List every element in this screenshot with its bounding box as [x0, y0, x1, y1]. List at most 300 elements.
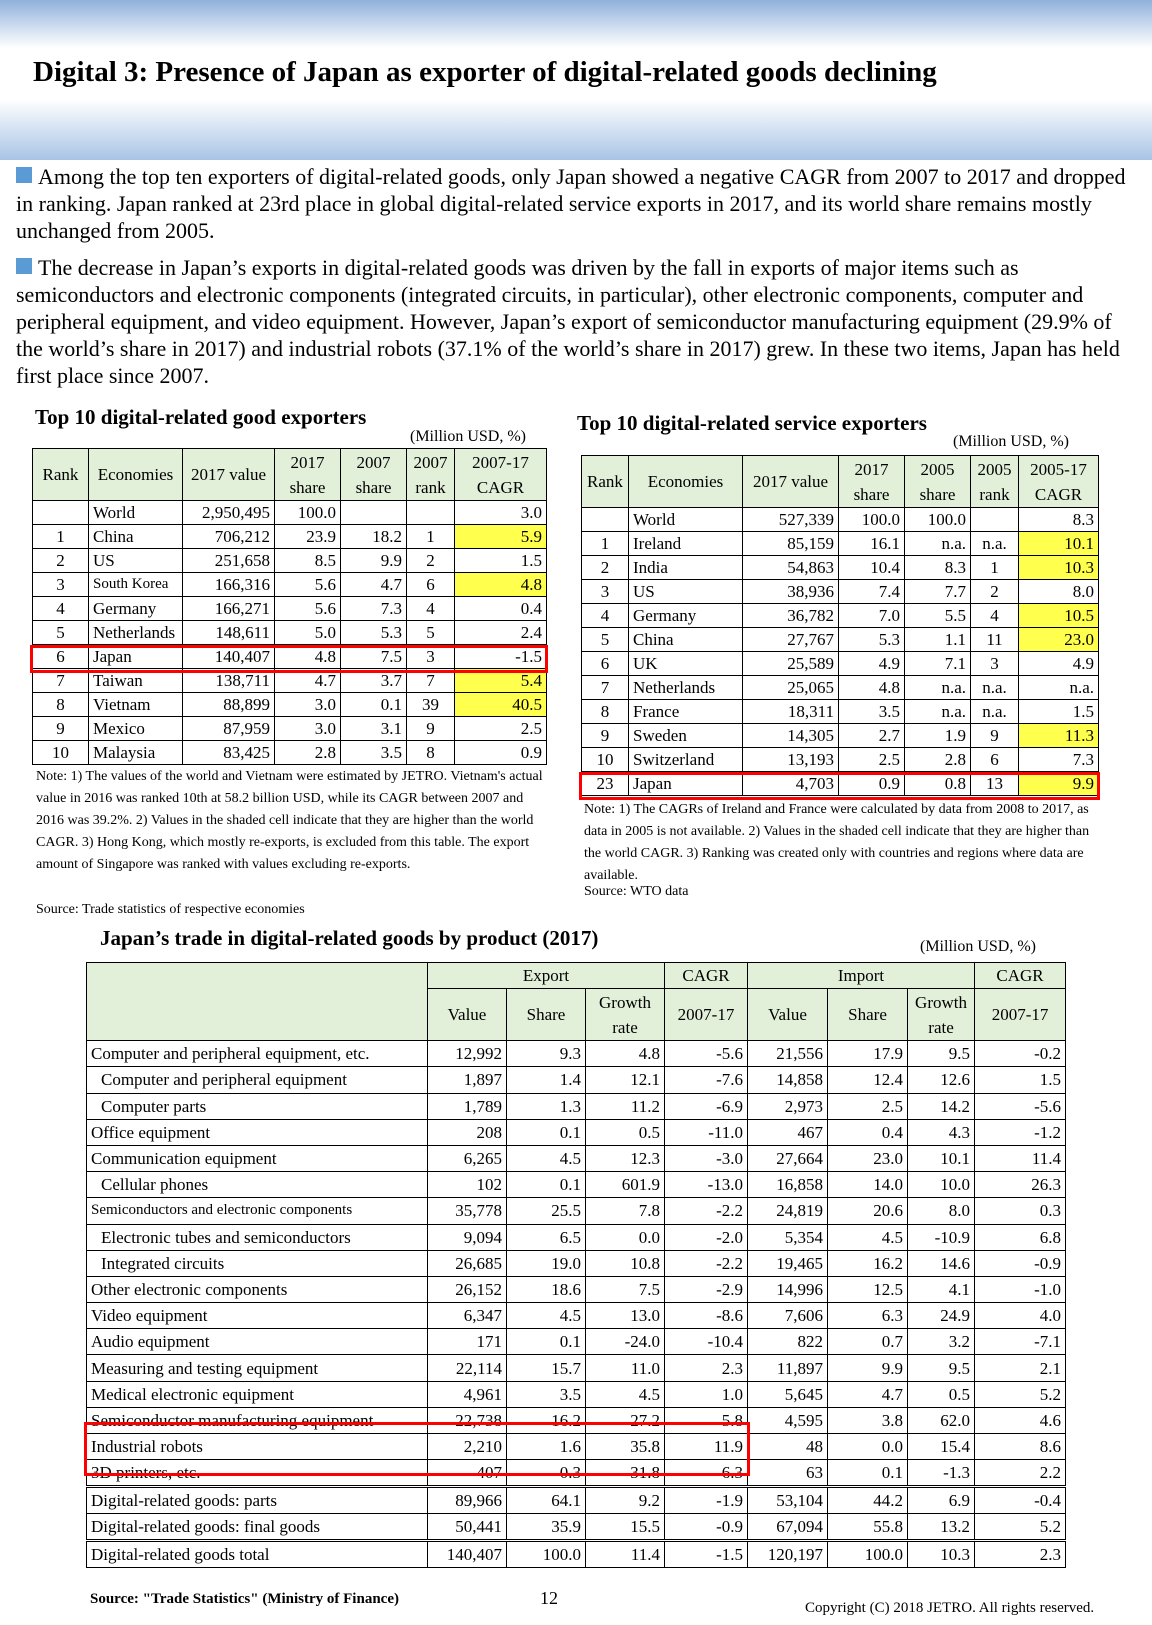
value-cell: 12.1	[586, 1067, 665, 1093]
economy-cell: Malaysia	[89, 741, 183, 765]
product-name-cell: 3D printers, etc.	[87, 1460, 428, 1487]
value-cell: 0.5	[586, 1119, 665, 1145]
table-row	[87, 1329, 1066, 1355]
goods-table-note: Note: 1) The values of the world and Vietnam were estimated by JETRO. Vietnam's actual value in 2016 was ranked 10th at 58.2 billion USD, while its CAGR between 2007 and 2016 was 39.2%. 2) Values in the shaded cell indicate that they are higher than the world CAGR. 3) Hong Kong, which mostly re-exports, is excluded from this table. The export amount of Singapore was ranked with values excluding re-exports.	[36, 769, 543, 872]
value-cell: -0.9	[665, 1514, 748, 1541]
blank-header	[87, 963, 428, 1041]
product-name-cell: Electronic tubes and semiconductors	[87, 1224, 428, 1250]
share-cell: 0.8	[905, 772, 971, 796]
value-cell: 5.2	[975, 1514, 1066, 1541]
value-cell: 11.4	[586, 1541, 665, 1568]
column-header: 2005-17 CAGR	[1019, 456, 1099, 508]
table-row	[87, 1381, 1066, 1407]
share-cell: 8.3	[905, 556, 971, 580]
economy-cell: France	[629, 700, 743, 724]
value-cell: 14,996	[748, 1276, 828, 1302]
value-cell: 7,606	[748, 1303, 828, 1329]
value-cell: 10.3	[908, 1541, 975, 1568]
share-cell: 5.6	[275, 597, 341, 621]
table-row	[87, 1224, 1066, 1250]
value-cell: 3.8	[828, 1407, 908, 1433]
cagr-cell: 8.3	[1019, 508, 1099, 532]
value-cell: 13.0	[586, 1303, 665, 1329]
value-cell: -2.9	[665, 1276, 748, 1302]
goods-table-title: Top 10 digital-related good exporters	[35, 405, 367, 429]
column-header: 2007-17	[975, 989, 1066, 1041]
services-table-note: Note: 1) The CAGRs of Ireland and France were calculated by data from 2008 to 2017, as data in 2005 is not available. 2) Values in the shaded cell indicate that they are higher than the world CAGR. 3) Ranking was created only with countries and regions where data are available.	[584, 802, 1090, 883]
cagr-cell: 4.8	[455, 573, 547, 597]
cagr-cell: 0.9	[455, 741, 547, 765]
economy-cell: Germany	[629, 604, 743, 628]
paragraph-2: The decrease in Japan’s exports in digital-related goods was driven by the fall in exports of major items such as semiconductors and electronic components (integrated circuits, in particular), other electronic components, computer and peripheral equipment, and video equipment. However, Japan’s export of semiconductor manufacturing equipment (29.9% of the world’s share in 2017) and industrial robots (37.1% of the world’s share in 2017) grew. In these two items, Japan has held first place since 2007.	[16, 255, 1120, 388]
rank-cell: 3	[582, 580, 629, 604]
value-cell: 4.5	[828, 1224, 908, 1250]
value-cell: 44.2	[828, 1487, 908, 1514]
share-cell: 3.5	[839, 700, 905, 724]
value-cell: 9.3	[507, 1041, 586, 1067]
value-cell: -5.6	[975, 1093, 1066, 1119]
value-cell: -3.0	[665, 1145, 748, 1171]
services-table-unit: (Million USD, %)	[953, 433, 1069, 450]
rank-cell: 8	[582, 700, 629, 724]
table-row	[582, 700, 1099, 724]
table-row	[582, 676, 1099, 700]
cagr-cell: 11.3	[1019, 724, 1099, 748]
share-cell: 4.8	[839, 676, 905, 700]
table-row	[87, 1198, 1066, 1224]
value-cell: 407	[428, 1460, 507, 1487]
value-cell: 2.3	[975, 1541, 1066, 1568]
value-cell: 1.4	[507, 1067, 586, 1093]
product-name-cell: Computer and peripheral equipment	[87, 1067, 428, 1093]
rank-cell: 39	[407, 693, 455, 717]
rank-cell: 5	[33, 621, 89, 645]
cagr-cell: 23.0	[1019, 628, 1099, 652]
cagr-cell: 5.4	[455, 669, 547, 693]
share-cell: 4.8	[275, 645, 341, 669]
economy-cell: China	[89, 525, 183, 549]
product-trade-table	[86, 962, 1066, 1568]
value-cell: 26,685	[428, 1250, 507, 1276]
value-cell: -8.6	[665, 1303, 748, 1329]
value-cell: 10.8	[586, 1250, 665, 1276]
value-cell: -13.0	[665, 1172, 748, 1198]
value-cell: 0.1	[828, 1460, 908, 1487]
value-cell: 11.0	[586, 1355, 665, 1381]
value-cell: 5.2	[975, 1381, 1066, 1407]
value-cell: 19.0	[507, 1250, 586, 1276]
value-cell: 100.0	[507, 1541, 586, 1568]
column-header: 2005 rank	[971, 456, 1019, 508]
value-cell: 0.1	[507, 1172, 586, 1198]
value-cell: 102	[428, 1172, 507, 1198]
rank-cell: 7	[407, 669, 455, 693]
table-row	[582, 652, 1099, 676]
share-cell: 5.3	[341, 621, 407, 645]
share-cell: n.a.	[905, 532, 971, 556]
value-cell: 0.1	[507, 1329, 586, 1355]
value-cell: 55.8	[828, 1514, 908, 1541]
value-cell: 38,936	[743, 580, 839, 604]
rank-cell: 23	[582, 772, 629, 796]
product-name-cell: Medical electronic equipment	[87, 1381, 428, 1407]
economy-cell: Japan	[629, 772, 743, 796]
share-cell: 5.5	[905, 604, 971, 628]
value-cell: 26,152	[428, 1276, 507, 1302]
value-cell: 31.8	[586, 1460, 665, 1487]
square-bullet-icon	[16, 258, 32, 274]
value-cell: 1.3	[507, 1093, 586, 1119]
table-row	[582, 508, 1099, 532]
rank-cell: 4	[582, 604, 629, 628]
goods-table-unit: (Million USD, %)	[410, 428, 526, 445]
value-cell: 25,065	[743, 676, 839, 700]
header-row	[33, 449, 547, 501]
value-cell: 25,589	[743, 652, 839, 676]
value-cell: 14.6	[908, 1250, 975, 1276]
rank-cell: n.a.	[971, 676, 1019, 700]
goods-table-source: Source: Trade statistics of respective economies	[36, 902, 305, 917]
value-cell: -1.3	[908, 1460, 975, 1487]
product-name-cell: Industrial robots	[87, 1434, 428, 1460]
column-header: 2007-17	[665, 989, 748, 1041]
cagr-cell: 10.5	[1019, 604, 1099, 628]
economy-cell: Netherlands	[629, 676, 743, 700]
rank-cell: 3	[971, 652, 1019, 676]
product-name-cell: Audio equipment	[87, 1329, 428, 1355]
value-cell: 2,210	[428, 1434, 507, 1460]
value-cell: 12.5	[828, 1276, 908, 1302]
value-cell: 4,961	[428, 1381, 507, 1407]
value-cell: -0.9	[975, 1250, 1066, 1276]
column-header: 2017 share	[275, 449, 341, 501]
services-table-title: Top 10 digital-related service exporters	[577, 411, 927, 435]
value-cell: 22,114	[428, 1355, 507, 1381]
goods-exporters-table	[32, 448, 547, 765]
rank-cell: 9	[33, 717, 89, 741]
value-cell: -0.4	[975, 1487, 1066, 1514]
column-header: Value	[428, 989, 507, 1041]
value-cell: 83,425	[183, 741, 275, 765]
economy-cell: South Korea	[89, 573, 183, 597]
value-cell: 4.0	[975, 1303, 1066, 1329]
value-cell: -11.0	[665, 1119, 748, 1145]
value-cell: -6.9	[665, 1093, 748, 1119]
table-row	[87, 1355, 1066, 1381]
product-name-cell: Computer parts	[87, 1093, 428, 1119]
value-cell: 2,950,495	[183, 501, 275, 525]
share-cell: 2.8	[275, 741, 341, 765]
share-cell: 23.9	[275, 525, 341, 549]
value-cell: -7.1	[975, 1329, 1066, 1355]
value-cell: 6.9	[908, 1487, 975, 1514]
value-cell: 11,897	[748, 1355, 828, 1381]
column-header: Rank	[33, 449, 89, 501]
value-cell: -24.0	[586, 1329, 665, 1355]
cagr-cell: n.a.	[1019, 676, 1099, 700]
rank-cell: 2	[407, 549, 455, 573]
value-cell: 0.0	[828, 1434, 908, 1460]
rank-cell: 9	[971, 724, 1019, 748]
group-header: Export	[428, 963, 665, 989]
value-cell: 85,159	[743, 532, 839, 556]
share-cell: 4.9	[839, 652, 905, 676]
share-cell: 7.4	[839, 580, 905, 604]
value-cell: 27.2	[586, 1407, 665, 1433]
rank-cell: 5	[407, 621, 455, 645]
rank-cell: 6	[33, 645, 89, 669]
rank-cell: 6	[407, 573, 455, 597]
economy-cell: Switzerland	[629, 748, 743, 772]
value-cell: 4.5	[586, 1381, 665, 1407]
value-cell: -10.9	[908, 1224, 975, 1250]
share-cell: 3.0	[275, 693, 341, 717]
table-row	[582, 532, 1099, 556]
economy-cell: Vietnam	[89, 693, 183, 717]
table-row	[87, 1487, 1066, 1514]
header-banner	[0, 0, 1152, 160]
value-cell: 8.0	[908, 1198, 975, 1224]
product-name-cell: Computer and peripheral equipment, etc.	[87, 1041, 428, 1067]
value-cell: 4.5	[507, 1303, 586, 1329]
value-cell: 14,305	[743, 724, 839, 748]
value-cell: 10.1	[908, 1145, 975, 1171]
value-cell: 166,271	[183, 597, 275, 621]
rank-cell: 3	[407, 645, 455, 669]
table-row	[87, 1303, 1066, 1329]
value-cell: 16,858	[748, 1172, 828, 1198]
economy-cell: US	[629, 580, 743, 604]
table-row	[582, 580, 1099, 604]
group-header-row	[87, 963, 1066, 989]
value-cell: 15.4	[908, 1434, 975, 1460]
value-cell: 0.7	[828, 1329, 908, 1355]
share-cell: 3.1	[341, 717, 407, 741]
value-cell: 9.2	[586, 1487, 665, 1514]
table-row	[33, 693, 547, 717]
value-cell: -2.0	[665, 1224, 748, 1250]
value-cell: 24,819	[748, 1198, 828, 1224]
rank-cell	[582, 508, 629, 532]
share-cell: n.a.	[905, 700, 971, 724]
product-table-unit: (Million USD, %)	[920, 938, 1036, 955]
table-row	[33, 501, 547, 525]
share-cell: 10.4	[839, 556, 905, 580]
table-row	[33, 645, 547, 669]
value-cell: 3.5	[507, 1381, 586, 1407]
group-header: CAGR	[665, 963, 748, 989]
column-header: Rank	[582, 456, 629, 508]
value-cell: 15.7	[507, 1355, 586, 1381]
value-cell: 5.8	[665, 1407, 748, 1433]
value-cell: 166,316	[183, 573, 275, 597]
share-cell: 7.0	[839, 604, 905, 628]
value-cell: -5.6	[665, 1041, 748, 1067]
value-cell: -1.9	[665, 1487, 748, 1514]
rank-cell	[971, 508, 1019, 532]
header-row	[582, 456, 1099, 508]
share-cell: n.a.	[905, 676, 971, 700]
value-cell: -7.6	[665, 1067, 748, 1093]
economy-cell: Japan	[89, 645, 183, 669]
copyright: Copyright (C) 2018 JETRO. All rights reserved.	[805, 1600, 1095, 1616]
value-cell: 27,664	[748, 1145, 828, 1171]
product-name-cell: Semiconductors and electronic components	[87, 1198, 428, 1224]
value-cell: 63	[748, 1460, 828, 1487]
economy-cell: UK	[629, 652, 743, 676]
value-cell: 35.8	[586, 1434, 665, 1460]
value-cell: 20.6	[828, 1198, 908, 1224]
economy-cell: China	[629, 628, 743, 652]
product-table-title: Japan’s trade in digital-related goods by product (2017)	[100, 926, 599, 950]
product-name-cell: Measuring and testing equipment	[87, 1355, 428, 1381]
share-cell: 18.2	[341, 525, 407, 549]
value-cell: 13,193	[743, 748, 839, 772]
share-cell: 8.5	[275, 549, 341, 573]
value-cell: 16.2	[507, 1407, 586, 1433]
rank-cell: 2	[582, 556, 629, 580]
value-cell: 11.9	[665, 1434, 748, 1460]
share-cell: 3.7	[341, 669, 407, 693]
rank-cell: 9	[582, 724, 629, 748]
square-bullet-icon	[16, 167, 32, 183]
value-cell: 88,899	[183, 693, 275, 717]
value-cell: 24.9	[908, 1303, 975, 1329]
share-cell: 4.7	[275, 669, 341, 693]
cagr-cell: 1.5	[455, 549, 547, 573]
column-header: 2005 share	[905, 456, 971, 508]
value-cell: 21,556	[748, 1041, 828, 1067]
share-cell: 2.5	[839, 748, 905, 772]
value-cell: -1.5	[665, 1541, 748, 1568]
share-cell: 7.3	[341, 597, 407, 621]
value-cell: 10.0	[908, 1172, 975, 1198]
share-cell	[341, 501, 407, 525]
value-cell: 7.8	[586, 1198, 665, 1224]
value-cell: 0.5	[908, 1381, 975, 1407]
value-cell: 87,959	[183, 717, 275, 741]
value-cell: 467	[748, 1119, 828, 1145]
value-cell: 706,212	[183, 525, 275, 549]
table-row	[33, 525, 547, 549]
rank-cell: 4	[971, 604, 1019, 628]
table-row	[33, 669, 547, 693]
share-cell: 5.6	[275, 573, 341, 597]
value-cell: 1.6	[507, 1434, 586, 1460]
services-table-source: Source: WTO data	[584, 884, 689, 899]
table-row	[582, 628, 1099, 652]
page-number: 12	[540, 1588, 558, 1608]
value-cell: 13.2	[908, 1514, 975, 1541]
table-row	[582, 772, 1099, 796]
product-name-cell: Communication equipment	[87, 1145, 428, 1171]
value-cell: 140,407	[428, 1541, 507, 1568]
table-row	[87, 1276, 1066, 1302]
value-cell: 48	[748, 1434, 828, 1460]
economy-cell: Mexico	[89, 717, 183, 741]
economy-cell: World	[89, 501, 183, 525]
table-row	[87, 1145, 1066, 1171]
product-name-cell: Digital-related goods total	[87, 1541, 428, 1568]
value-cell: 67,094	[748, 1514, 828, 1541]
cagr-cell: 10.3	[1019, 556, 1099, 580]
column-header: Growth rate	[586, 989, 665, 1041]
rank-cell: n.a.	[971, 532, 1019, 556]
value-cell: -1.2	[975, 1119, 1066, 1145]
share-cell: 100.0	[905, 508, 971, 532]
value-cell: 2.2	[975, 1460, 1066, 1487]
value-cell: 23.0	[828, 1145, 908, 1171]
table-row	[87, 1119, 1066, 1145]
economy-cell: Germany	[89, 597, 183, 621]
economy-cell: Sweden	[629, 724, 743, 748]
rank-cell: 4	[33, 597, 89, 621]
value-cell: 6,265	[428, 1145, 507, 1171]
value-cell: 89,966	[428, 1487, 507, 1514]
cagr-cell: 10.1	[1019, 532, 1099, 556]
table-row	[33, 597, 547, 621]
rank-cell: 13	[971, 772, 1019, 796]
value-cell: 18.6	[507, 1276, 586, 1302]
table-row	[87, 1541, 1066, 1568]
column-header: Economies	[89, 449, 183, 501]
rank-cell: 3	[33, 573, 89, 597]
cagr-cell: 3.0	[455, 501, 547, 525]
value-cell: 11.2	[586, 1093, 665, 1119]
value-cell: 2.3	[665, 1355, 748, 1381]
value-cell: 0.0	[586, 1224, 665, 1250]
rank-cell: 7	[33, 669, 89, 693]
value-cell: 4.3	[908, 1119, 975, 1145]
cagr-cell: 0.4	[455, 597, 547, 621]
product-name-cell: Digital-related goods: final goods	[87, 1514, 428, 1541]
product-table-source: Source: "Trade Statistics" (Ministry of Finance)	[90, 1591, 399, 1607]
rank-cell: 11	[971, 628, 1019, 652]
paragraph-1: Among the top ten exporters of digital-related goods, only Japan showed a negative CAGR from 2007 to 2017 and dropped in ranking. Japan ranked at 23rd place in global digital-related service exports in 2017, and its world share remains mostly unchanged from 2005.	[16, 164, 1126, 243]
value-cell: 0.4	[828, 1119, 908, 1145]
rank-cell: 5	[582, 628, 629, 652]
table-row	[87, 1514, 1066, 1541]
value-cell: 4.5	[507, 1145, 586, 1171]
value-cell: 0.3	[975, 1198, 1066, 1224]
value-cell: 8.6	[975, 1434, 1066, 1460]
value-cell: 4.6	[975, 1407, 1066, 1433]
value-cell: 601.9	[586, 1172, 665, 1198]
value-cell: 1,897	[428, 1067, 507, 1093]
rank-cell: 1	[971, 556, 1019, 580]
value-cell: 54,863	[743, 556, 839, 580]
product-name-cell: Office equipment	[87, 1119, 428, 1145]
value-cell: 26.3	[975, 1172, 1066, 1198]
table-row	[87, 1093, 1066, 1119]
value-cell: 0.1	[507, 1119, 586, 1145]
share-cell: 2.8	[905, 748, 971, 772]
share-cell: 9.9	[341, 549, 407, 573]
cagr-cell: 9.9	[1019, 772, 1099, 796]
value-cell: 53,104	[748, 1487, 828, 1514]
column-header: 2007-17 CAGR	[455, 449, 547, 501]
value-cell: 4.1	[908, 1276, 975, 1302]
cagr-cell: -1.5	[455, 645, 547, 669]
rank-cell: 7	[582, 676, 629, 700]
table-row	[33, 621, 547, 645]
column-header: 2017 share	[839, 456, 905, 508]
value-cell: 120,197	[748, 1541, 828, 1568]
value-cell: 2,973	[748, 1093, 828, 1119]
value-cell: 12.4	[828, 1067, 908, 1093]
product-name-cell: Other electronic components	[87, 1276, 428, 1302]
product-name-cell: Video equipment	[87, 1303, 428, 1329]
